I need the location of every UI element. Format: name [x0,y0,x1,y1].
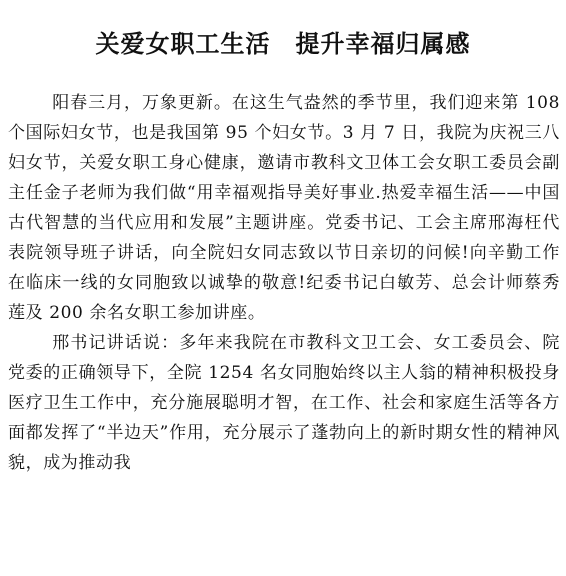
article-body [8,88,560,478]
paragraph-2: 邢书记讲话说：多年来我院在市教科文卫工会、女工委员会、院党委的正确领导下，全院 1254 名女同胞始终以主人翁的精神积极投身医疗卫生工作中，充分施展聪明才智，在工作、社会和家庭生活等各方面都发挥了“半边天”作用，充分展示了蓬勃向上的新时期女性的精神风貌，成为推动我 [8,333,560,473]
page-title: 关爱女职工生活 提升幸福归属感 [95,30,471,58]
paragraph-1: 阳春三月，万象更新。在这生气盎然的季节里，我们迎来第 108 个国际妇女节，也是我国第 95 个妇女节。3 月 7 日，我院为庆祝三八妇女节，关爱女职工身心健康，邀请市教科文卫体工会女职工委员会副主任金子老师为我们做“用幸福观指导美好事业.热爱幸福生活——中国古代智慧的当代应用和发展”主题讲座。党委书记、工会主席邢海枉代表院领导班子讲话，向全院妇女同志致以节日亲切的问候!向辛勤工作在临床一线的女同胞致以诚挚的敬意!纪委书记白敏芳、总会计师蔡秀莲及 200 余名女职工参加讲座。 [8,93,560,323]
